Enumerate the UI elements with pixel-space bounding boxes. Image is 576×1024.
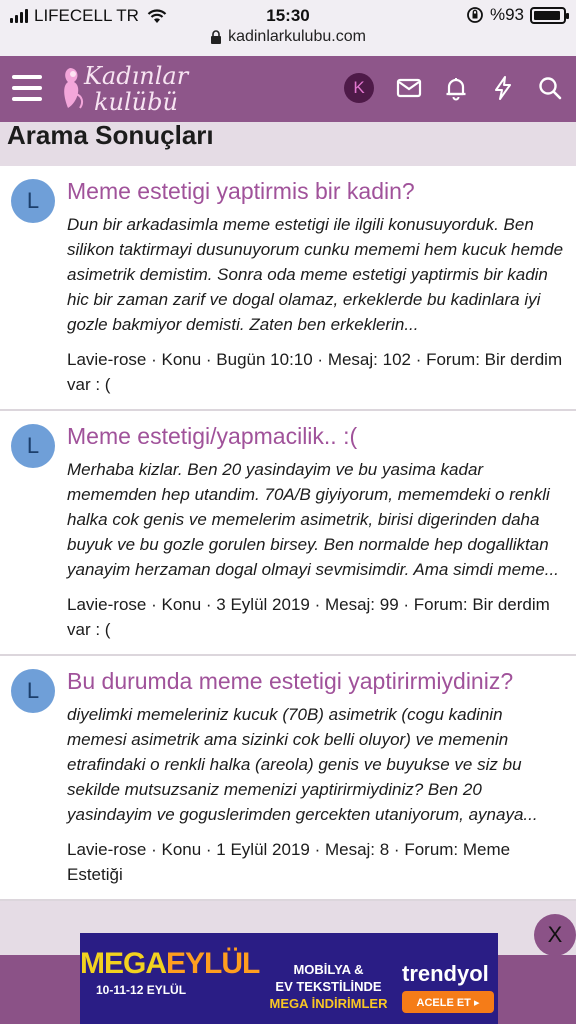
result-title-link[interactable]: Meme estetigi/yapmacilik.. :(	[67, 423, 358, 449]
ad-mega-eylul	[80, 947, 259, 981]
site-header	[0, 56, 576, 122]
ad-cta-button[interactable]: ACELE ET ▸	[402, 991, 494, 1013]
author-avatar[interactable]: L	[11, 669, 55, 713]
result-snippet: diyelimki memeleriniz kucuk (70B) asimetrik (cogu kadinin memesi asimetrik ama sizinki cok belli oluyor) ve memenin etrafindaki o renkli halka (areola) genis ve buyukse ve siz bu sekilde mutsuzsaniz memenizi yaptirirmiydiniz? Ben 20 yasindayim ve goguslerimden gercekten utaniyorum, aynaya...	[67, 705, 538, 824]
result-body	[67, 656, 566, 899]
title-strip	[0, 122, 576, 166]
ad-mega-text: MEGA	[80, 947, 166, 980]
result-body	[67, 411, 566, 654]
ad-line1: MOBİLYA &	[293, 962, 364, 977]
ad-dates: 10-11-12 EYLÜL	[96, 983, 187, 997]
mail-icon[interactable]	[396, 75, 422, 101]
ad-close-button[interactable]: X	[534, 914, 576, 956]
carrier-label: LIFECELL TR	[34, 6, 139, 25]
bell-icon[interactable]	[443, 75, 469, 101]
status-bar	[0, 0, 576, 56]
result-title-link[interactable]: Meme estetigi yaptirmis bir kadin?	[67, 178, 415, 204]
author-avatar[interactable]: L	[11, 179, 55, 223]
status-right	[466, 5, 566, 25]
ad-headline	[266, 961, 391, 1012]
orientation-lock-icon	[466, 6, 484, 24]
clock: 15:30	[266, 6, 310, 25]
battery-icon	[530, 7, 566, 24]
ad-eylul-text: EYLÜL	[166, 947, 260, 980]
result-meta: Lavie-rose · Konu · 1 Eylül 2019 · Mesaj: 8 · Forum: Meme Estetiği	[67, 840, 511, 884]
ad-brand: trendyol	[402, 961, 489, 986]
logo-text-line1: Kadınlar	[84, 62, 189, 90]
ad-line3: MEGA İNDİRİMLER	[269, 996, 388, 1011]
logo-text-line2: kulübü	[94, 88, 178, 116]
battery-level	[534, 11, 560, 20]
result-item	[0, 411, 576, 656]
result-meta: Lavie-rose · Konu · Bugün 10:10 · Mesaj: 102 · Forum: Bir derdim var : (	[67, 350, 563, 394]
page-title: Arama Sonuçları	[7, 120, 214, 150]
results-list	[0, 166, 576, 901]
lightning-icon[interactable]	[490, 75, 516, 101]
ad-banner[interactable]	[80, 933, 498, 1024]
ad-line2: EV TEKSTİLİNDE	[275, 979, 382, 994]
battery-percent: %93	[489, 5, 524, 24]
site-logo[interactable]	[58, 62, 208, 116]
url-text: kadinlarkulubu.com	[228, 28, 366, 45]
result-snippet: Merhaba kizlar. Ben 20 yasindayim ve bu yasima kadar mememden hep utandim. 70A/B giyiyorum, mememdeki o renkli halka cok genis ve memelerim asimetrik, birisi digerinden daha buyuk ve bu gozle gorulen birsey. Ben normalde hep dogalliktan yanayim herzaman dogal olmayi sevmisimdir. Ama simdi meme...	[67, 460, 559, 579]
user-avatar[interactable]: K	[344, 73, 374, 103]
result-meta: Lavie-rose · Konu · 3 Eylül 2019 · Mesaj: 99 · Forum: Bir derdim var : (	[67, 595, 550, 639]
result-title-link[interactable]: Bu durumda meme estetigi yaptirirmiydiniz?	[67, 668, 514, 694]
lock-icon	[210, 30, 222, 44]
menu-icon[interactable]	[12, 75, 42, 101]
result-item	[0, 656, 576, 901]
search-icon[interactable]	[537, 75, 563, 101]
result-body	[67, 166, 566, 409]
result-item	[0, 166, 576, 411]
result-snippet: Dun bir arkadasimla meme estetigi ile ilgili konusuyorduk. Ben silikon taktirmayi dusunuyorum cunku mememi hem kucuk hemde asimetrik demistim. Sonra oda meme estetigi yaptirmis bir kadin hic bir zaman zarif ve dogal olamaz, erkeklerde bu kadinlara iyi gozle bakmiyor demisti. Zaten ben erkeklerin...	[67, 215, 564, 334]
author-avatar[interactable]: L	[11, 424, 55, 468]
url-bar[interactable]	[0, 28, 576, 46]
